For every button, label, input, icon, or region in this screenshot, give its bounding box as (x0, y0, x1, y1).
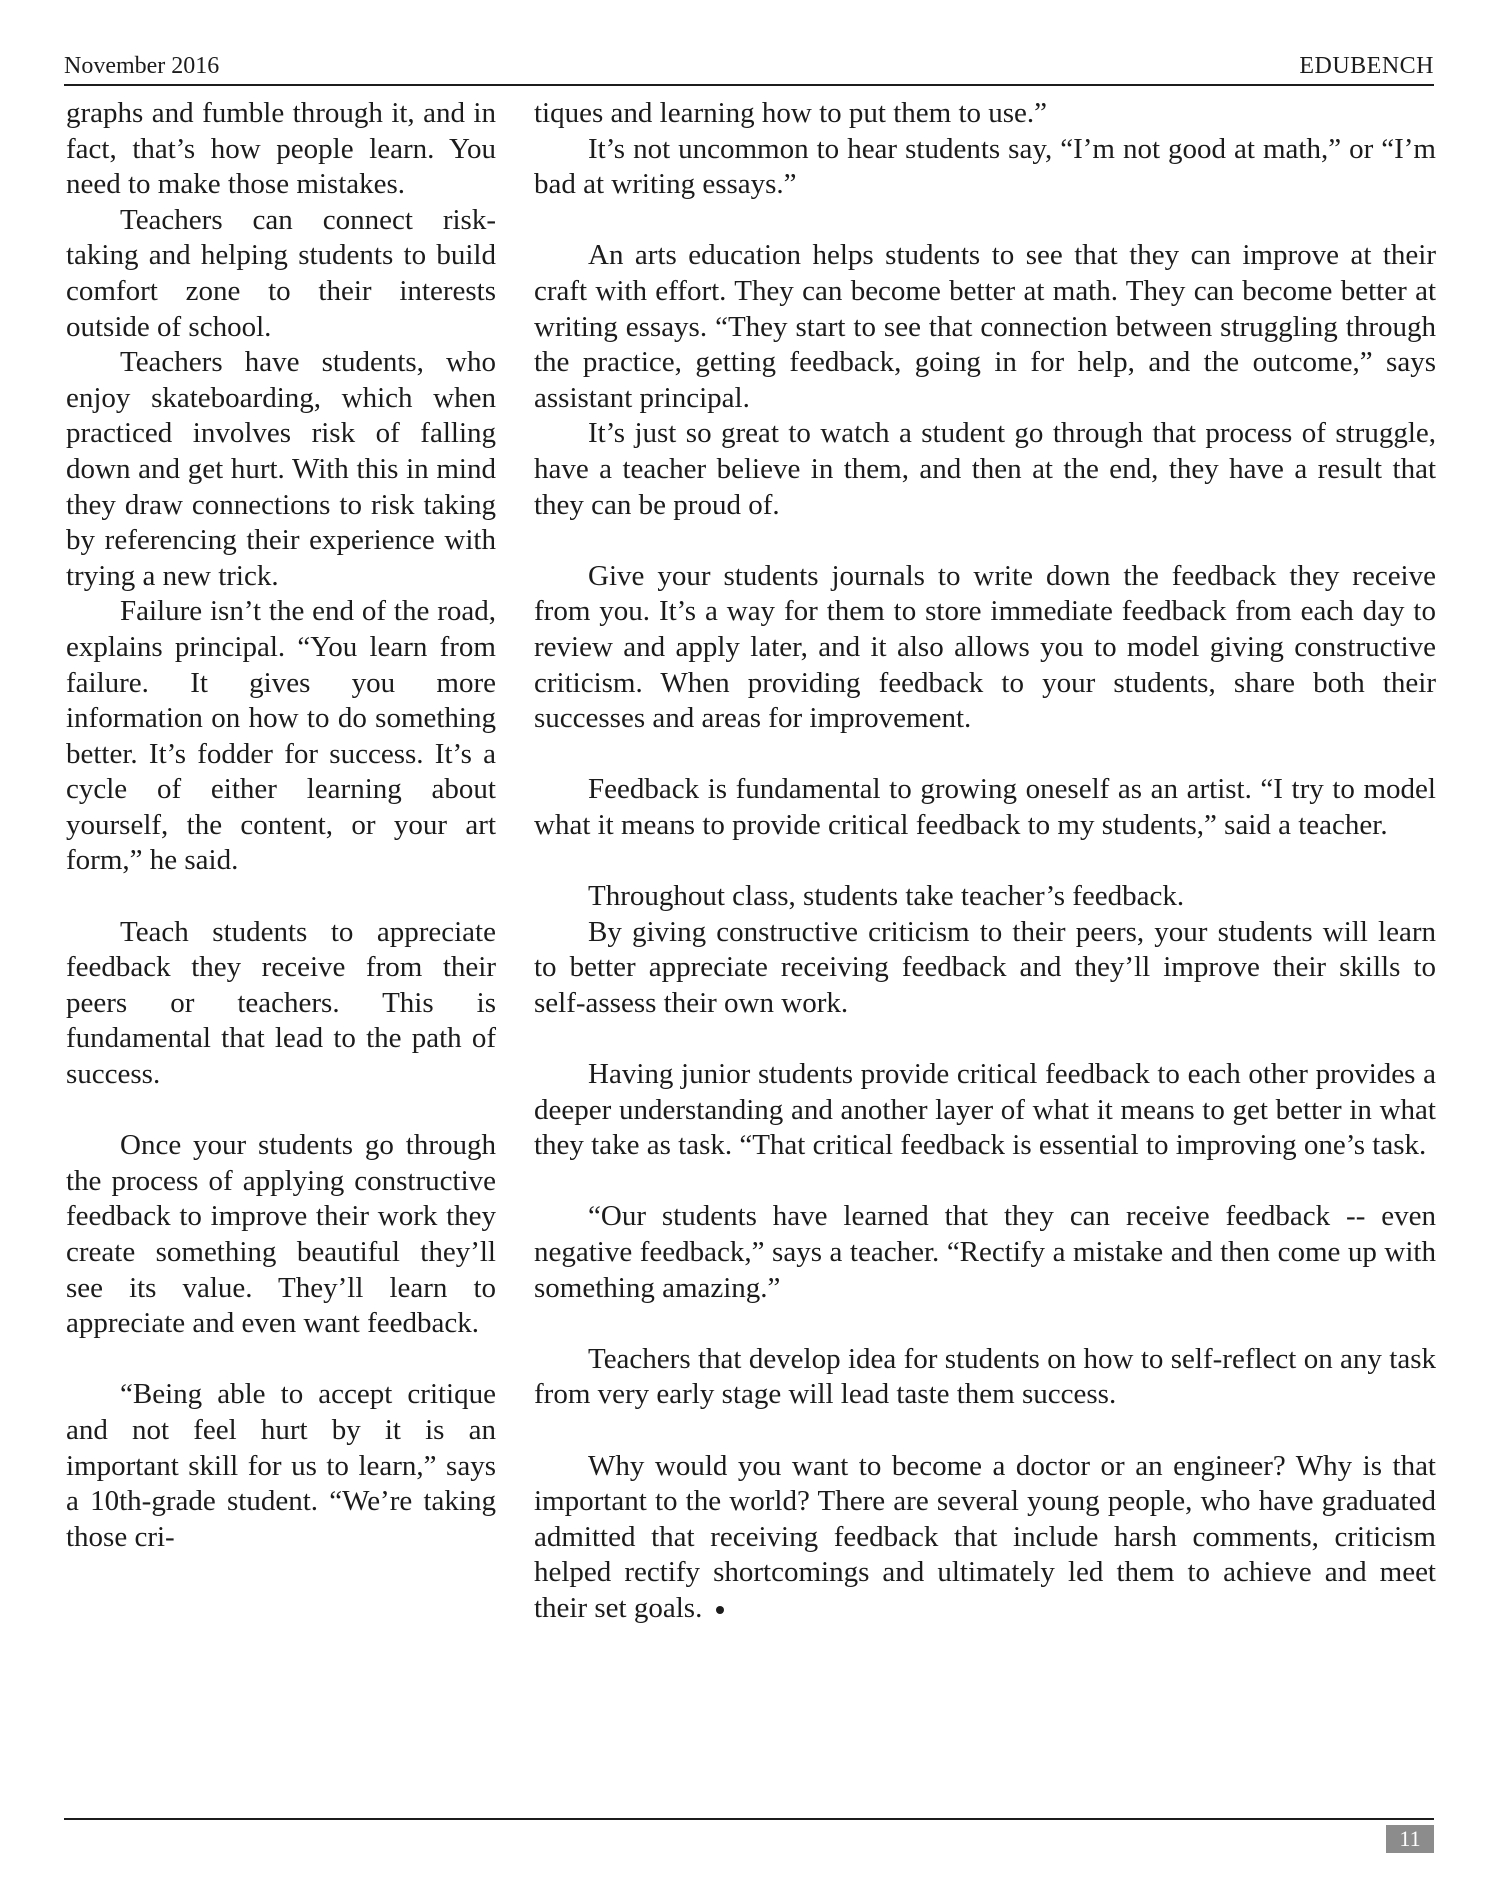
paragraph: Throughout class, students take teacher’s feedback. (588, 880, 1185, 913)
paragraph: Having junior students provide critical feedback to each other provides a deeper understanding and another layer of what it means to get better in what they take as task. “That critical feedback is essential to improving one’s task. (534, 1058, 1436, 1162)
paragraph: “Our students have learned that they can receive feedback -- even negative feedback,” says a teacher. “Rectify a mistake and then come up with something amazing.” (534, 1200, 1436, 1304)
paragraph: Teach students to appreciate feedback they receive from their peers or teachers. This is fundamental that lead to the path of success. (66, 915, 496, 1091)
paragraph: Feedback is fundamental to growing oneself as an artist. “I try to model what it means to provide critical feedback to my students,” said a teacher. (534, 773, 1436, 841)
paragraph: Failure isn’t the end of the road, explains principal. “You learn from failure. It gives you more information on how to do something better. It’s fodder for success. It’s a cycle of either learning about yourself, the content, or your art form,” he said. (66, 595, 496, 877)
paragraph: It’s just so great to watch a student go through that process of struggle, have a teacher believe in them, and then at the end, they have a result that they can be proud of. (534, 417, 1436, 521)
paragraph: Give your students journals to write down the feedback they receive from you. It’s a way for them to store immediate feedback from each day to review and apply later, and it also allows you to model giving constructive criticism. When providing feedback to your students, share both their successes and areas for improvement. (534, 559, 1436, 735)
paragraph: “Being able to accept critique and not feel hurt by it is an important skill for us to learn,” says a 10th-grade student. “We’re taking those cri- (66, 1378, 496, 1553)
footer-rule (64, 1818, 1434, 1820)
page-number: 11 (1386, 1825, 1434, 1853)
running-header (64, 50, 1434, 86)
left-column (66, 96, 496, 1555)
paragraph: tiques and learning how to put them to use.” (534, 97, 1048, 129)
paragraph: Teachers that develop idea for students on how to self-reflect on any task from very early stage will lead taste them success. (534, 1342, 1436, 1411)
paragraph-text: Why would you want to become a doctor or an engineer? Why is that important to the world? There are several young people, who have graduated admitted that receiving feedback that include harsh comments, criticism helped rectify shortcomings and ultimately led them to achieve and meet their set goals. (534, 1449, 1436, 1624)
paragraph: It’s not uncommon to hear students say, “I’m not good at math,” or “I’m bad at writing essays.” (534, 132, 1436, 201)
issue-date: November 2016 (64, 53, 220, 79)
paragraph: Teachers have students, who enjoy skateboarding, which when practiced involves risk of falling down and get hurt. With this in mind they draw connections to risk taking by referencing their experience with trying a new trick. (66, 346, 496, 592)
paragraph: By giving constructive criticism to their peers, your students will learn to better appreciate receiving feedback and they’ll improve their skills to self-assess their own work. (534, 915, 1436, 1019)
paragraph: An arts education helps students to see that they can improve at their craft with effort. They can become better at math. They can become better at writing essays. “They start to see that connection between struggling through the practice, getting feedback, going in for help, and the outcome,” says assistant principal. (534, 239, 1436, 414)
right-column (534, 96, 1436, 1627)
end-of-article-bullet-icon (716, 1606, 724, 1614)
final-paragraph (534, 1449, 1436, 1627)
paragraph: Teachers can connect risk-taking and helping students to build comfort zone to their interests outside of school. (66, 203, 496, 343)
paragraph: Once your students go through the process of applying constructive feedback to improve their work they create something beautiful they’ll see its value. They’ll learn to appreciate and even want feedback. (66, 1129, 496, 1340)
publication-name: EDUBENCH (1299, 53, 1434, 79)
paragraph: graphs and fumble through it, and in fact, that’s how people learn. You need to make those mistakes. (66, 97, 496, 201)
